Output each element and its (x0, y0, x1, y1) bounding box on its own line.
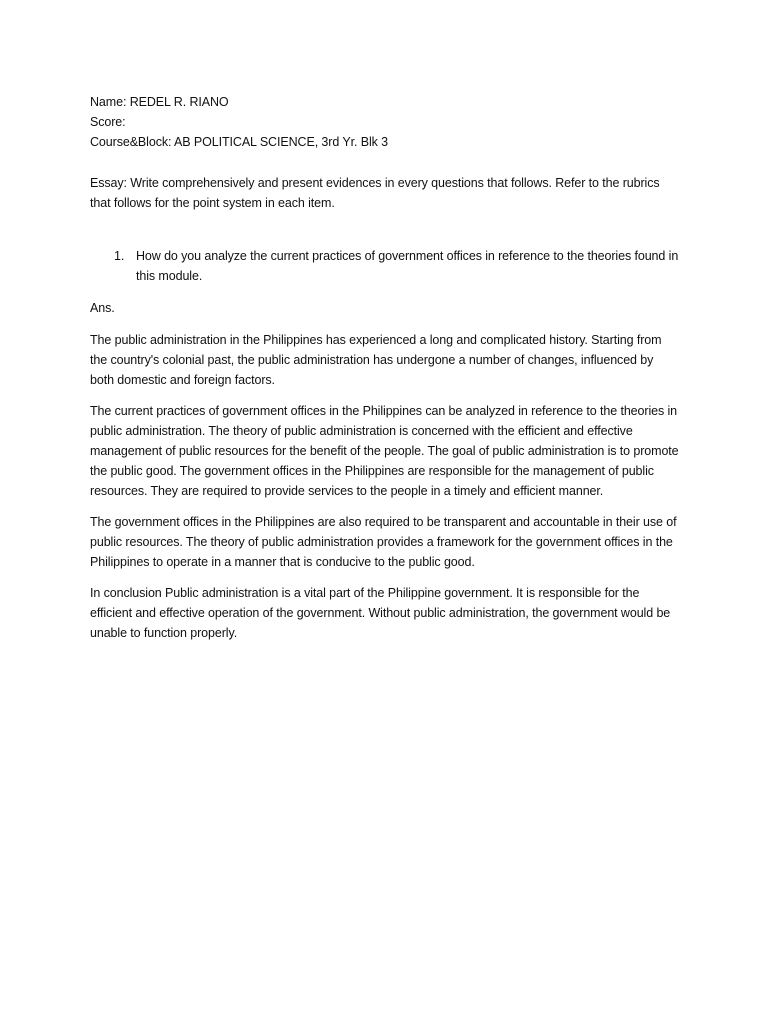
answer-paragraph: The public administration in the Philippines has experienced a long and complicated history. Starting from the country's colonial past, the public administration has undergone a number of changes, influenced by both domestic and foreign factors. (90, 333, 662, 387)
question-item (90, 246, 680, 286)
course-block-line: Course&Block: AB POLITICAL SCIENCE, 3rd Yr. Blk 3 (90, 135, 388, 149)
question-number: 1. (114, 249, 125, 263)
student-info (90, 92, 680, 152)
essay-instruction: Essay: Write comprehensively and present evidences in every questions that follows. Refer to the rubrics that follows for the point system in each item. (90, 176, 660, 210)
answer-label: Ans. (90, 301, 115, 315)
question-text: How do you analyze the current practices of government offices in reference to the theories found in this module. (136, 249, 679, 283)
name-line: Name: REDEL R. RIANO (90, 95, 229, 109)
score-line: Score: (90, 115, 126, 129)
document-content (90, 92, 680, 654)
answer-paragraph: The government offices in the Philippines are also required to be transparent and accountable in their use of public resources. The theory of public administration provides a framework for the government offices in the Philippines to operate in a manner that is conducive to the public good. (90, 515, 677, 569)
answer-paragraph: The current practices of government offices in the Philippines can be analyzed in reference to the theories in public administration. The theory of public administration is concerned with the efficient and effective management of public resources for the benefit of the people. The goal of public administration is to promote the public good. The government offices in the Philippines are responsible for the management of public resources. They are required to provide services to the people in a timely and efficient manner. (90, 404, 679, 498)
answer-paragraph: In conclusion Public administration is a vital part of the Philippine government. It is responsible for the efficient and effective operation of the government. Without public administration, the government would be unable to function properly. (90, 586, 671, 640)
